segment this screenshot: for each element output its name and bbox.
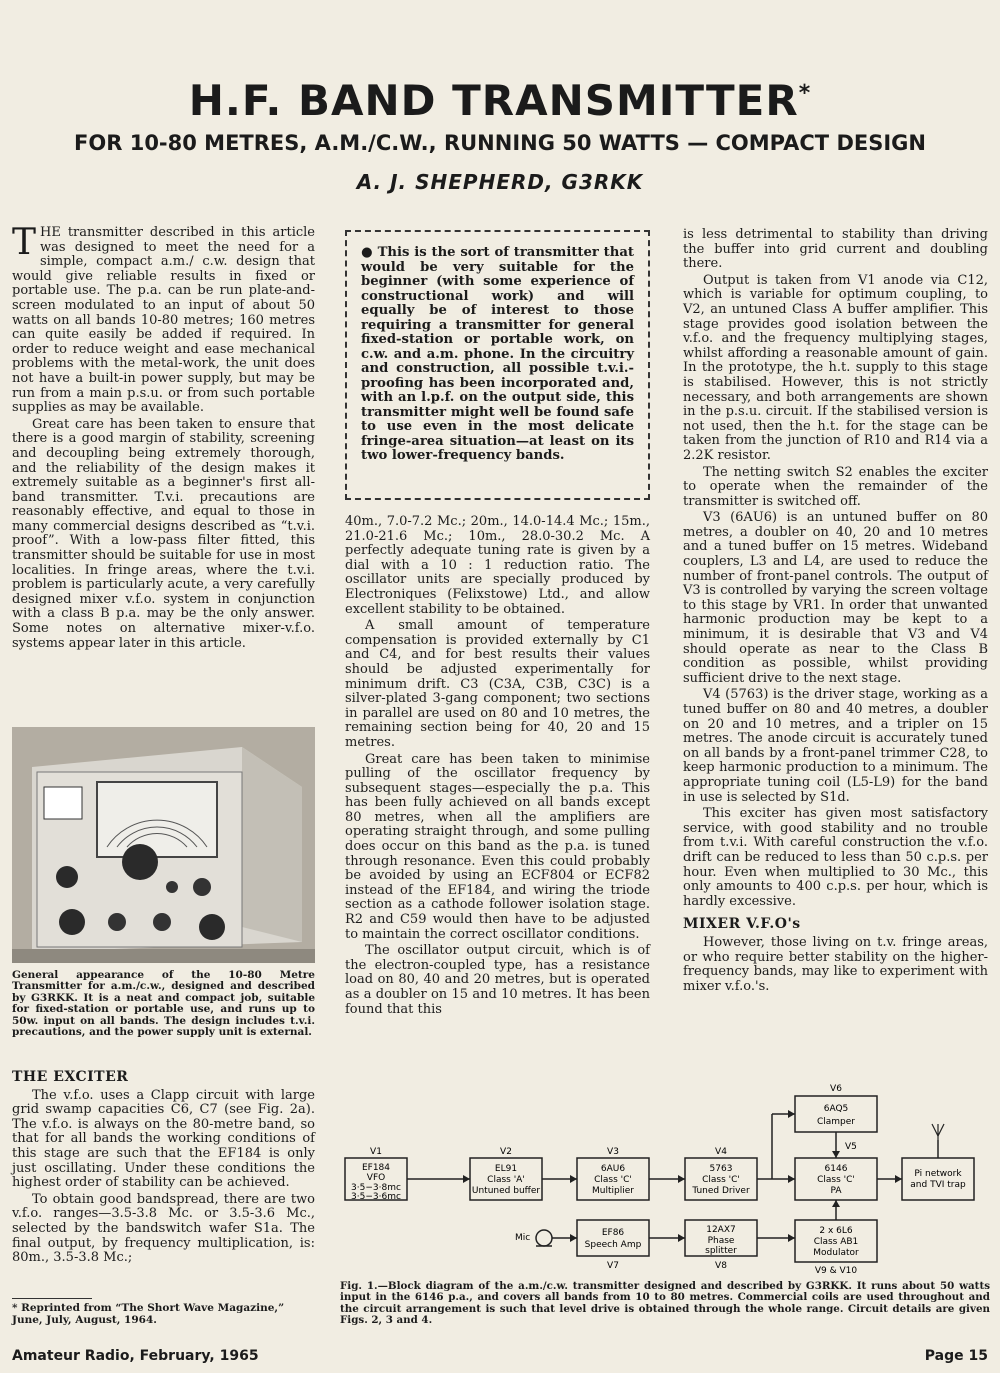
v3-label: V3	[607, 1147, 619, 1157]
pi-network-label-b: and TVI trap	[910, 1180, 966, 1190]
paragraph: To obtain good bandspread, there are two v.f.o. ranges—3.5-3.8 Mc. or 3.5-3.6 Mc., selected by the bandswitch wafer S1a. The final output, by frequency multiplication, is: 80m., 3.5-3.8 Mc.;	[12, 1191, 315, 1266]
paragraph: The oscillator output circuit, which is of the electron-coupled type, has a resistance load on 80, 40 and 20 metres, but is operated as a doubler on 15 and 10 metres. It has been found that this	[345, 943, 650, 1017]
v1-tube: EF184	[361, 1163, 391, 1173]
paragraph: Great care has been taken to ensure that there is a good margin of stability, screening and decoupling being extremely thorough, and the reliability of the design makes it extremely suitable as a beginner's first all-band transmitter. T.v.i. precautions are reasonably effective, and equal to those in many commercial designs described as “t.v.i. proof”. With a low-pass filter fitted, this transmitter should be suitable for use in most localities. In fringe areas, where the t.v.i. problem is particularly acute, a very carefully designed mixer v.f.o. system in conjunction with a class B p.a. may be the only answer. Some notes on alternative mixer-v.f.o. systems appear later in this article.	[12, 416, 315, 651]
v8-function-a: Phase	[707, 1236, 735, 1246]
title-footnote-mark: *	[798, 81, 812, 106]
article-author: A. J. SHEPHERD, G3RKK	[356, 170, 644, 194]
paragraph: This exciter has given most satisfactory service, with good stability and no trouble from t.v.i. With careful construction the v.f.o. drift can be reduced to less than 50 c.p.s. per hour. Even when multiplied to 30 Mc., this only amounts to 400 c.p.s. per hour, which is hardly excessive.	[683, 806, 988, 909]
paragraph: Great care has been taken to minimise pulling of the oscillator frequency by subsequent stages—especially the p.a. This has been fully achieved on all bands except 80 metres, when all the amplifiers are operating straight through, and some pulling does occur on this band as the p.a. is tuned through resonance. Even this could probably be avoided by using an ECF804 or ECF82 instead of the EF184, and wiring the triode section as a cathode follower isolation stage. R2 and C59 would then have to be adjusted to maintain the correct oscillator conditions.	[345, 751, 650, 942]
v5-tube: 6146	[824, 1164, 848, 1174]
v4-label: V4	[715, 1147, 727, 1157]
publication-footer: Amateur Radio, February, 1965	[12, 1348, 259, 1364]
pi-network-label: Pi network	[914, 1169, 962, 1179]
paragraph: V3 (6AU6) is an untuned buffer on 80 metres, a doubler on 40, 20 and 10 metres and a tuned buffer on 15 metres. Wideband couplers, L3 and L4, are used to reduce the number of front-panel controls. The output of V3 is controlled by varying the screen voltage to this stage by VR1. In order that unwanted harmonic production may be kept to a minimum, it is desirable that V3 and V4 should operate as near to the Class B condition as possible, whilst providing sufficient drive to the next stage.	[683, 510, 988, 686]
editorial-box-text: ● This is the sort of transmitter that would be very suitable for the beginner (with some experience of constructional work) and will equally be of interest to those requiring a transmitter for general fixed-station or portable work, on c.w. and a.m. phone. In the circuitry and construction, all possible t.v.i.-proofing has been incorporated and, with an l.p.f. on the output side, this transmitter might well be found safe to use even in the most delicate fringe-area situation—at least on its two lower-frequency bands.	[361, 245, 634, 463]
v3-function: Multiplier	[592, 1186, 634, 1196]
microphone-icon	[536, 1230, 552, 1246]
v4-class: Class 'C'	[702, 1175, 740, 1185]
photo-caption: General appearance of the 10-80 Metre Transmitter for a.m./c.w., designed and described by G3RKK. It is a neat and compact job, suitable for fixed-station or portable use, and runs up to 50w. input on all bands. The design includes t.v.i. precautions, and the power supply unit is external.	[12, 969, 315, 1039]
article-title: H.F. BAND TRANSMITTER*	[188, 76, 812, 125]
section-heading: MIXER V.F.O's	[683, 916, 801, 933]
v2-tube: EL91	[494, 1164, 518, 1174]
v6-function: Clamper	[816, 1117, 856, 1127]
v9-label: V9 & V10	[814, 1266, 858, 1276]
paragraph: The netting switch S2 enables the exciter to operate when the remainder of the transmitter is switched off.	[683, 464, 988, 509]
v9-class: Class AB1	[813, 1237, 859, 1247]
v5-class: Class 'C'	[817, 1175, 855, 1185]
v4-tube: 5763	[709, 1164, 733, 1174]
paragraph: V4 (5763) is the driver stage, working as a tuned buffer on 80 and 40 metres, a doubler on 20 and 10 metres, and a tripler on 15 metres. The anode circuit is accurately tuned on all bands by a front-panel trimmer C28, to keep harmonic production to a minimum. The appropriate tuning coil (L5-L9) for the band in use is selected by S1d.	[683, 687, 988, 805]
v2-class: Class 'A'	[487, 1175, 525, 1185]
v7-label: V7	[607, 1261, 619, 1271]
v6-tube: 6AQ5	[823, 1104, 849, 1114]
v5-function: PA	[830, 1186, 842, 1196]
v1-function: VFO	[366, 1173, 386, 1183]
page-number: Page 15	[924, 1348, 988, 1364]
transmitter-photo	[12, 727, 315, 963]
v9-function: Modulator	[813, 1248, 859, 1258]
v2-label: V2	[500, 1147, 512, 1157]
column-3	[683, 228, 988, 996]
paragraph: The v.f.o. uses a Clapp circuit with large grid swamp capacities C6, C7 (see Fig. 2a). The v.f.o. is always on the 80-metre band, so that for all bands the working conditions of this stage are such that the EF184 is only just oscillating. Under these conditions the highest order of stability can be achieved.	[12, 1087, 315, 1191]
block-diagram	[340, 1080, 990, 1280]
mic-label: Mic	[515, 1233, 531, 1243]
v1-range-a: 3·5−3·8mc	[351, 1183, 401, 1193]
paragraph: However, those living on t.v. fringe areas, or who require better stability on the higher-frequency bands, may like to experiment with mixer v.f.o.'s.	[683, 934, 988, 994]
v6-label: V6	[830, 1084, 842, 1094]
antenna-icon	[932, 1124, 944, 1140]
footnote-rule	[12, 1298, 92, 1299]
section-heading: THE EXCITER	[12, 1069, 129, 1085]
v5-label: V5	[845, 1142, 857, 1152]
v3-tube: 6AU6	[600, 1164, 626, 1174]
v2-function: Untuned buffer	[471, 1186, 541, 1196]
paragraph: Output is taken from V1 anode via C12, which is variable for optimum coupling, to V2, an untuned Class A buffer amplifier. This stage provides good isolation between the v.f.o. and the frequency multiplying stages, whilst affording a reasonable amount of gain. In the prototype, the h.t. supply to this stage is stabilised. However, this is not strictly necessary, and both arrangements are shown in the p.s.u. circuit. If the stabilised version is not used, then the h.t. for the stage can be taken from the junction of R10 and R14 via a 2.2K resistor.	[683, 272, 988, 463]
column-1-bottom	[12, 1064, 315, 1268]
v8-function-b: splitter	[705, 1246, 737, 1256]
paragraph: 40m., 7.0-7.2 Mc.; 20m., 14.0-14.4 Mc.; 15m., 21.0-21.6 Mc.; 10m., 28.0-30.2 Mc. A perfectly adequate tuning rate is given by a dial with a 10 : 1 reduction ratio. The oscillator units are specially produced by Electroniques (Felixstowe) Ltd., and allow excellent stability to be obtained.	[345, 514, 650, 617]
v1-label: V1	[370, 1147, 382, 1157]
v8-label: V8	[715, 1261, 727, 1271]
column-1-top	[12, 222, 315, 653]
column-2	[345, 515, 650, 1019]
v8-tube: 12AX7	[706, 1225, 736, 1235]
pi-network-box	[902, 1158, 974, 1200]
v7-function: Speech Amp	[584, 1240, 642, 1250]
paragraph: is less detrimental to stability than driving the buffer into grid current and doubling there.	[683, 227, 988, 272]
footnote: * Reprinted from “The Short Wave Magazine,” June, July, August, 1964.	[12, 1302, 285, 1326]
v1-range-b: 3·5−3·6mc	[351, 1192, 401, 1202]
transmitter-illustration	[12, 727, 315, 963]
drop-cap: T	[12, 222, 37, 263]
v3-class: Class 'C'	[594, 1175, 632, 1185]
intro-paragraph: THE transmitter described in this article was designed to meet the need for a simple, compact a.m./ c.w. design that would give reliable results in fixed or portable use. The p.a. can be run plate-and-screen modulated to an input of about 50 watts on all bands 10-80 metres; 160 metres can quite easily be added if required. In order to reduce weight and ease mechanical problems with the metal-work, the unit does not have a built-in power supply, but may be run from a main p.s.u. or from such portable supplies as may be available.	[12, 222, 315, 416]
paragraph: A small amount of temperature compensation is provided externally by C1 and C4, and for best results their values should be adjusted experimentally for minimum drift. C3 (C3A, C3B, C3C) is a silver-plated 3-gang component; two sections in parallel are used on 80 and 10 metres, the remaining section being for 40, 20 and 15 metres.	[345, 618, 650, 750]
figure-caption: Fig. 1.—Block diagram of the a.m./c.w. transmitter designed and described by G3RKK. It runs about 50 watts input in the 6146 p.a., and covers all bands from 10 to 80 metres. Commercial coils are used throughout and the circuit arrangement is such that level drive is obtained through the whole range. Circuit details are given Figs. 2, 3 and 4.	[340, 1280, 990, 1326]
v9-tube: 2 x 6L6	[819, 1226, 853, 1236]
v7-tube: EF86	[601, 1228, 625, 1238]
v7-box	[577, 1220, 649, 1256]
v4-function: Tuned Driver	[692, 1186, 750, 1196]
article-subtitle: FOR 10-80 METRES, A.M./C.W., RUNNING 50 WATTS — COMPACT DESIGN	[74, 131, 926, 155]
editorial-box	[345, 230, 650, 500]
